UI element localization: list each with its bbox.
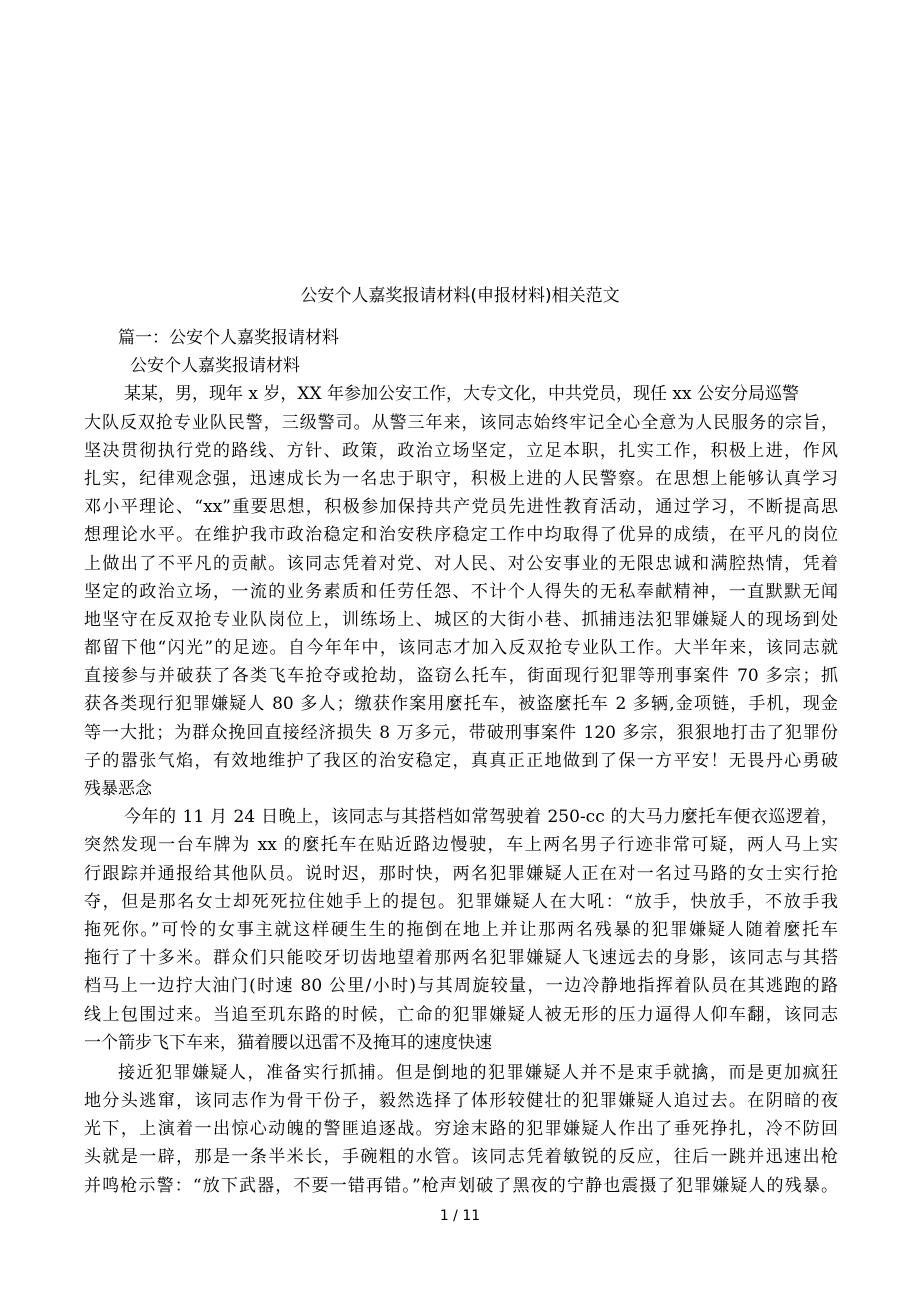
paragraph-line: 某某，男，现年 x 岁，XX 年参加公安工作，大专文化，中共党员，现任 xx 公安分局巡警 <box>124 384 799 405</box>
paragraph-line: 并鸣枪示警：“放下武器，不要一错再错。”枪声划破了黑夜的宁静也震摄了犯罪嫌疑人的残暴。 <box>84 1175 838 1196</box>
paragraph-line: 地坚守在反双抢专业队岗位上，训练场上、城区的大街小巷、抓捕违法犯罪嫌疑人的现场到处 <box>84 609 838 630</box>
paragraph-line: 突然发现一台车牌为 xx 的麼托车在贴近路边慢驶，车上两名男子行迹非常可疑，两人马上实 <box>84 835 838 856</box>
paragraph-line: 拖死你。”可怜的女事主就这样硬生生的拖倒在地上并让那两名残暴的犯罪嫌疑人随着麼托车 <box>84 919 838 940</box>
paragraph-line: 残暴恶念 <box>84 779 152 799</box>
paragraph-3 <box>84 1059 838 1200</box>
paragraph-line: 等一大批；为群众挽回直接经济损失 8 万多元，带破刑事案件 120 多宗，狠狠地打击了犯罪份 <box>84 722 838 743</box>
paragraph-line: 获各类现行犯罪嫌疑人 80 多人；缴获作案用麼托车，被盗麼托车 2 多辆,金项链，手机，现金 <box>84 694 838 715</box>
paragraph-line: 接近犯罪嫌疑人，准备实行抓捕。但是倒地的犯罪嫌疑人并不是束手就擒，而是更加疯狂 <box>118 1062 838 1083</box>
paragraph-line: 档马上一边拧大油门(时速 80 公里/小时)与其周旋较量，一边冷静地指挥着队员在其逃跑的路 <box>84 976 838 997</box>
paragraph-line: 头就是一辟，那是一条半米长，手碗粗的水管。该同志凭着敏锐的反应，往后一跳并迅速出枪 <box>84 1147 838 1168</box>
paragraph-line: 都留下他“闪光”的足迹。自今年年中，该同志才加入反双抢专业队工作。大半年来，该同志就 <box>84 638 838 659</box>
paragraph-line: 夺，但是那名女士却死死拉住她手上的提包。犯罪嫌疑人在大吼：“放手，快放手，不放手我 <box>84 891 838 912</box>
paragraph-1 <box>84 380 838 803</box>
section-heading: 篇一：公安个人嘉奖报请材料 <box>118 328 339 348</box>
paragraph-line: 大队反双抢专业队民警，三级警司。从警三年来，该同志始终牢记全心全意为人民服务的宗旨， <box>84 412 838 433</box>
paragraph-line: 光下，上演着一出惊心动魄的警匪追逐战。穷途末路的犯罪嫌疑人作出了垂死挣扎，冷不防回 <box>84 1119 838 1140</box>
paragraph-line: 子的嚣张气焰，有效地维护了我区的治安稳定，真真正正地做到了保一方平安！无畏丹心勇破 <box>84 750 838 771</box>
paragraph-line: 上做出了不平凡的贡献。该同志凭着对党、对人民、对公安事业的无限忠诚和满腔热情，凭着 <box>84 553 838 574</box>
paragraph-line: 直接参与并破获了各类飞车抢夺或抢劫，盗窃么托车，街面现行犯罪等刑事案件 70 多宗；抓 <box>84 666 838 687</box>
paragraph-line: 扎实，纪律观念强，迅速成长为一名忠于职守，积极上进的人民警察。在思想上能够认真学习 <box>84 468 838 489</box>
subheading: 公安个人嘉奖报请材料 <box>130 356 300 377</box>
paragraph-line: 地分头逃窜，该同志作为骨干份子，毅然选择了体形较健壮的犯罪嫌疑人追过去。在阴暗的夜 <box>84 1091 838 1112</box>
document-title: 公安个人嘉奖报请材料(申报材料)相关范文 <box>300 286 620 306</box>
paragraph-line: 坚决贯彻执行党的路线、方针、政策，政治立场坚定，立足本职，扎实工作，积极上进，作风 <box>84 440 838 461</box>
page-number: 1 / 11 <box>439 1208 481 1224</box>
paragraph-line: 邓小平理论、“xx”重要思想，积极参加保持共产党员先进性教育活动，通过学习，不断提高思 <box>84 497 838 518</box>
paragraph-line: 想理论水平。在维护我市政治稳定和治安秩序稳定工作中均取得了优异的成绩，在平凡的岗位 <box>84 525 838 546</box>
document-body <box>84 324 838 1200</box>
paragraph-line: 行跟踪并通报给其他队员。说时迟，那时快，两名犯罪嫌疑人正在对一名过马路的女士实行抢 <box>84 863 838 884</box>
paragraph-2 <box>84 803 838 1057</box>
paragraph-line: 今年的 11 月 24 日晚上，该同志与其搭档如常驾驶着 250-cc 的大马力麼托车便衣巡逻着， <box>124 807 838 828</box>
paragraph-line: 拖行了十多米。群众们只能咬牙切齿地望着那两名犯罪嫌疑人飞速远去的身影，该同志与其搭 <box>84 948 838 969</box>
paragraph-line: 一个箭步飞下车来，猫着腰以迅雷不及掩耳的速度快速 <box>84 1032 492 1053</box>
paragraph-line: 线上包围过来。当追至玑东路的时候，亡命的犯罪嫌疑人被无形的压力逼得人仰车翻，该同志 <box>84 1004 838 1025</box>
paragraph-line: 坚定的政治立场，一流的业务素质和任劳任怨、不计个人得失的无私奉献精神，一直默默无闻 <box>84 581 838 602</box>
